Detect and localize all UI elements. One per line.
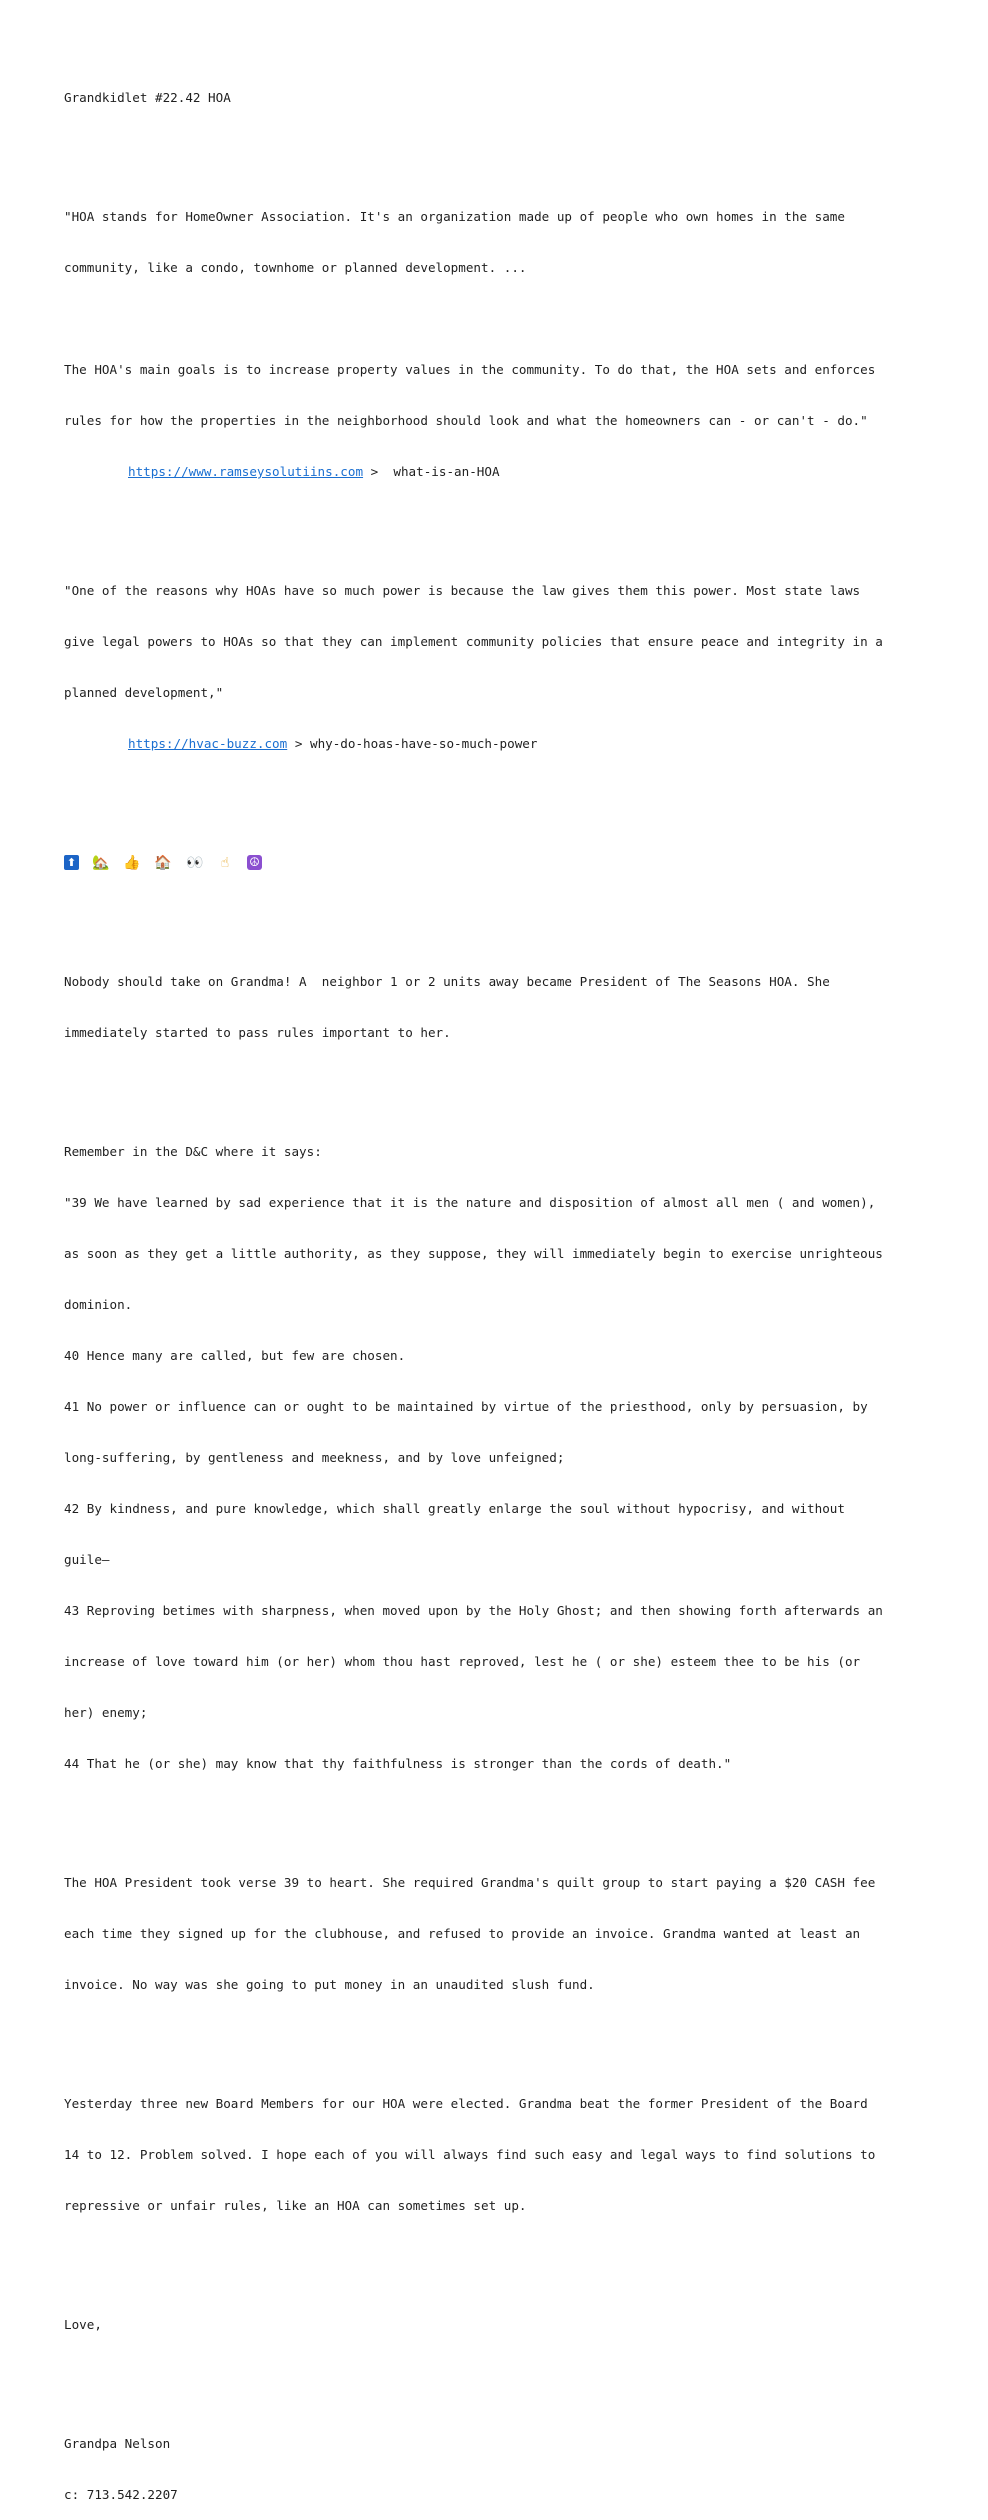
paragraph-line: Nobody should take on Grandma! A neighbor 1 or 2 units away became President of The Seasons HOA. She <box>64 974 830 989</box>
scripture-line: Remember in the D&C where it says: <box>64 1144 322 1159</box>
email-body <box>64 55 944 2520</box>
quote1-source-path: > what-is-an-HOA <box>363 464 500 479</box>
quote2-source <box>64 735 944 752</box>
paragraph-line: The HOA President took verse 39 to heart. She required Grandma's quilt group to start paying a $20 CASH fee <box>64 1875 876 1890</box>
quote1-line: The HOA's main goals is to increase property values in the community. To do that, the HOA sets and enforces <box>64 362 876 377</box>
closing: Love, <box>64 2317 102 2332</box>
quote2-line: "One of the reasons why HOAs have so much power is because the law gives them this power. Most state laws <box>64 583 861 598</box>
house-with-garden-icon: 🏡 <box>92 854 110 871</box>
pointing-up-icon: ☝ <box>220 854 230 871</box>
scripture-line: guile— <box>64 1552 110 1567</box>
scripture-line: as soon as they get a little authority, as they suppose, they will immediately begin to exercise unrighteous <box>64 1246 883 1261</box>
quote2-line: give legal powers to HOAs so that they can implement community policies that ensure peace and integrity in a <box>64 634 883 649</box>
scripture-line: dominion. <box>64 1297 133 1312</box>
paragraph-line: immediately started to pass rules important to her. <box>64 1025 451 1040</box>
emoji-row <box>64 854 944 871</box>
scripture-line: "39 We have learned by sad experience that it is the nature and disposition of almost all men ( and women), <box>64 1195 876 1210</box>
eyes-icon: 👀 <box>186 854 202 871</box>
house-icon: 🏠 <box>154 854 172 871</box>
quote1-line: rules for how the properties in the neighborhood should look and what the homeowners can - or can't - do." <box>64 413 868 428</box>
scripture-line: 42 By kindness, and pure knowledge, which shall greatly enlarge the soul without hypocrisy, and without <box>64 1501 845 1516</box>
up-arrow-icon: ⬆ <box>64 855 79 870</box>
paragraph-line: 14 to 12. Problem solved. I hope each of you will always find such easy and legal ways to find solutions to <box>64 2147 876 2162</box>
scripture-line: 43 Reproving betimes with sharpness, when moved upon by the Holy Ghost; and then showing forth afterwards an <box>64 1603 883 1618</box>
scripture-line: increase of love toward him (or her) whom thou hast reproved, lest he ( or she) esteem thee to be his (or <box>64 1654 861 1669</box>
signature-name: Grandpa Nelson <box>64 2436 171 2451</box>
scripture-line: 44 That he (or she) may know that thy faithfulness is stronger than the cords of death." <box>64 1756 732 1771</box>
quote2-source-path: > why-do-hoas-have-so-much-power <box>287 736 538 751</box>
paragraph-line: repressive or unfair rules, like an HOA can sometimes set up. <box>64 2198 527 2213</box>
scripture-line: 41 No power or influence can or ought to be maintained by virtue of the priesthood, only by persuasion, by <box>64 1399 868 1414</box>
quote2-line: planned development," <box>64 685 224 700</box>
scripture-line: her) enemy; <box>64 1705 148 1720</box>
thumbs-up-icon: 👍 <box>123 854 141 871</box>
hvac-buzz-link[interactable]: https://hvac-buzz.com <box>128 736 288 751</box>
signature-phone: c: 713.542.2207 <box>64 2487 178 2502</box>
ramsey-link[interactable]: https://www.ramseysolutiins.com <box>128 464 364 479</box>
paragraph-line: Yesterday three new Board Members for our HOA were elected. Grandma beat the former President of the Board <box>64 2096 868 2111</box>
quote1-source <box>64 463 944 480</box>
scripture-line: long-suffering, by gentleness and meekness, and by love unfeigned; <box>64 1450 565 1465</box>
subject-title: Grandkidlet #22.42 HOA <box>64 90 231 105</box>
scripture-line: 40 Hence many are called, but few are chosen. <box>64 1348 406 1363</box>
quote1-line: "HOA stands for HomeOwner Association. It's an organization made up of people who own homes in the same <box>64 209 845 224</box>
paragraph-line: each time they signed up for the clubhouse, and refused to provide an invoice. Grandma wanted at least an <box>64 1926 861 1941</box>
paragraph-line: invoice. No way was she going to put money in an unaudited slush fund. <box>64 1977 595 1992</box>
peace-symbol-icon: ☮ <box>247 855 262 870</box>
quote1-line: community, like a condo, townhome or planned development. ... <box>64 260 527 275</box>
